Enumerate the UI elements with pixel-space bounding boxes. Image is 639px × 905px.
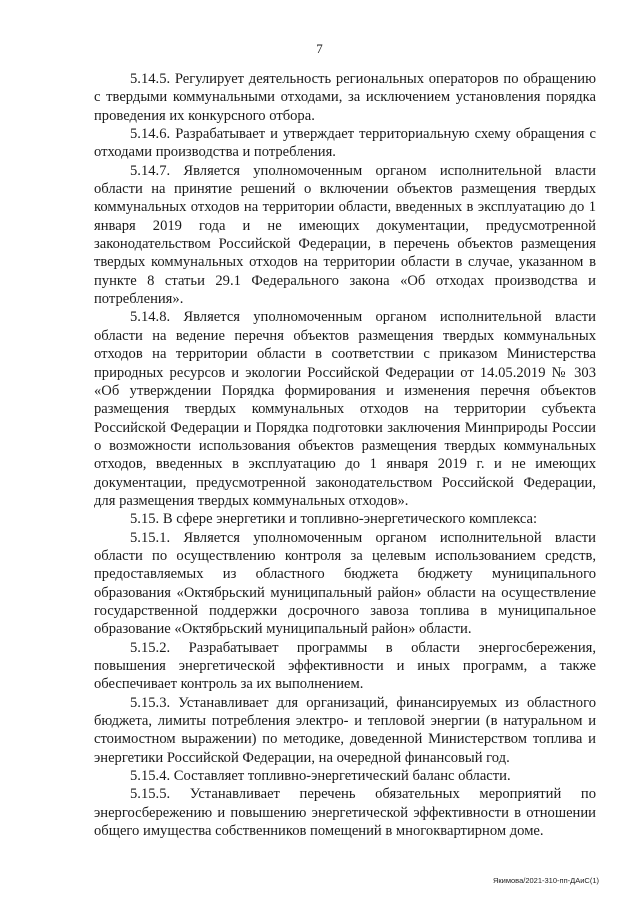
paragraph-5-14-7: 5.14.7. Является уполномоченным органом исполнительной власти области на принятие решений о включении объектов размещения твердых коммунальных отходов на территории области, введенных в эксплуатацию до 1 января 2019 года и не имеющих документации, предусмотренной законодательством Российской Федерации, в перечень объектов размещения твердых коммунальных отходов на территории области в случае, указанном в пункте 8 статьи 29.1 Федерального закона «Об отходах производства и потребления». [94,162,596,308]
paragraph-5-14-5: 5.14.5. Регулирует деятельность региональных операторов по обращению с твердыми коммунальными отходами, за исключением установления порядка проведения их конкурсного отбора. [94,71,596,124]
paragraph-5-15-1: 5.15.1. Является уполномоченным органом исполнительной власти области по осуществлению контроля за целевым использованием средств, предоставляемых из областного бюджета бюджету муниципального образования «Октябрьский муниципальный район» области на осуществление государственной поддержки досрочного завоза топлива в муниципальное образование «Октябрьский муниципальный район» области. [94,529,596,638]
paragraph-5-15-3: 5.15.3. Устанавливает для организаций, финансируемых из областного бюджета, лимиты потребления электро- и тепловой энергии (в натуральном и стоимостном выражении) по методике, доведенной Министерством топлива и энергетики Российской Федерации, на очередной финансовый год. [94,694,596,766]
document-code-footer: Якимова/2021-310-пп-ДАиС(1) [492,876,599,885]
paragraph-5-15: 5.15. В сфере энергетики и топливно-энергетического комплекса: [130,511,538,528]
paragraph-5-15-2: 5.15.2. Разрабатывает программы в области энергосбережения, повышения энергетической эффективности и иных программ, а также обеспечивает контроль за их выполнением. [94,639,596,693]
paragraph-5-14-8: 5.14.8. Является уполномоченным органом исполнительной власти области на ведение перечня объектов размещения твердых коммунальных отходов на территории области в соответствии с приказом Министерства природных ресурсов и экологии Российской Федерации от 14.05.2019 № 303 «Об утверждении Порядка формирования и изменения перечня объектов размещения твердых коммунальных отходов на территории субъекта Российской Федерации и Порядка подготовки заключения Минприроды России о возможности использования объектов размещения твердых коммунальных отходов, введенных в эксплуатацию до 1 января 2019 г. и не имеющих документации, предусмотренной законодательством Российской Федерации, для размещения твердых коммунальных отходов». [94,309,596,509]
paragraph-5-15-4: 5.15.4. Составляет топливно-энергетический баланс области. [130,768,511,785]
page-number: 7 [316,41,323,56]
document-body [94,70,596,840]
paragraph-5-15-5: 5.15.5. Устанавливает перечень обязательных мероприятий по энергосбережению и повышению энергетической эффективности в отношении общего имущества собственников помещений в многоквартирном доме. [94,786,596,840]
paragraph-5-14-6: 5.14.6. Разрабатывает и утверждает территориальную схему обращения с отходами производства и потребления. [94,126,596,161]
